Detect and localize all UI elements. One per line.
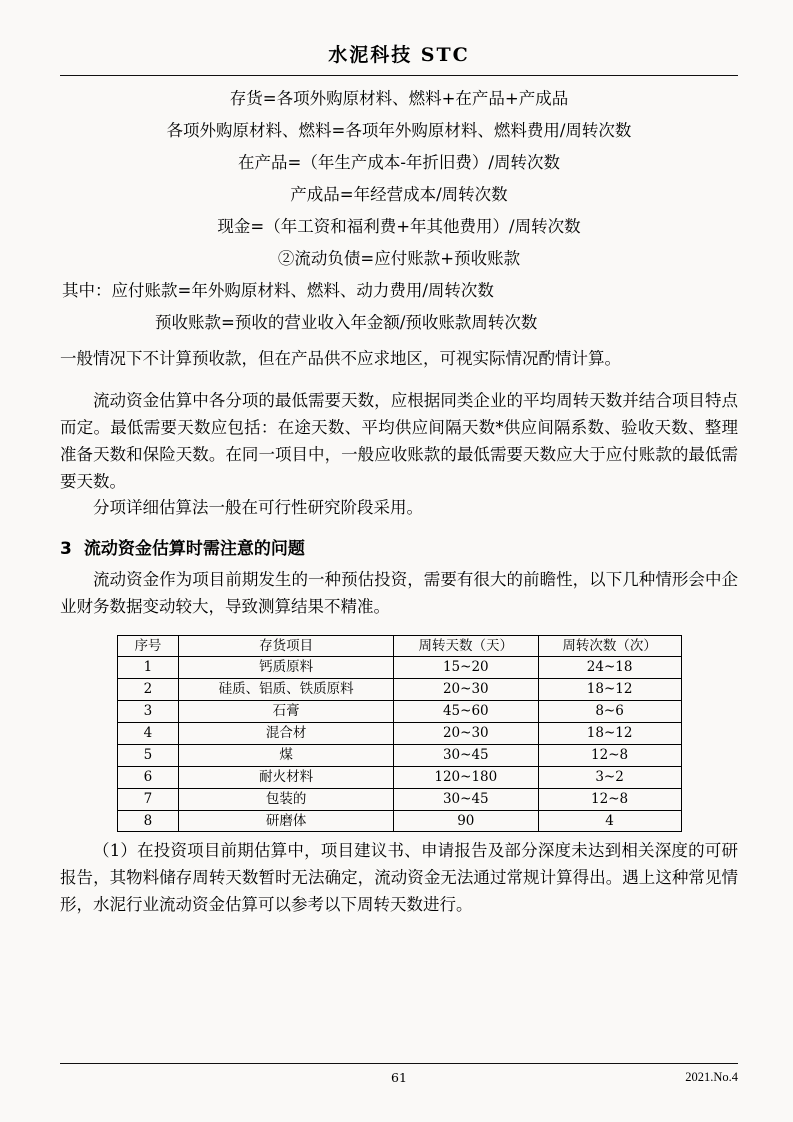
table-row [117,701,681,723]
sub-line-payables: 其中：应付账款=年外购原材料、燃料、动力费用/周转次数 [62,280,494,300]
table-cell: 4 [117,723,179,745]
table-header-row [117,635,681,657]
table-cell: 20~30 [393,679,538,701]
table-cell: 15~20 [393,657,538,679]
table-cell: 煤 [179,744,394,766]
table-cell: 硅质、铝质、铁质原料 [179,679,394,701]
table-header-cell: 序号 [117,635,179,657]
table-cell: 耐火材料 [179,766,394,788]
table-cell: 3 [117,701,179,723]
journal-title: 水泥科技 STC [328,44,470,66]
page-header [60,40,738,71]
table-cell: 18~12 [538,723,681,745]
table-cell: 30~45 [393,744,538,766]
page-footer [60,1063,738,1088]
table-row [117,766,681,788]
paragraph-3: 流动资金作为项目前期发生的一种预估投资，需要有很大的前瞻性，以下几种情形会中企业财务数据变动较大，导致测算结果不精准。 [60,570,738,616]
formula-line: 各项外购原材料、燃料=各项年外购原材料、燃料费用/周转次数 [166,120,632,140]
formula-line: 存货=各项外购原材料、燃料+在产品+产成品 [229,89,569,108]
table-cell: 8~6 [538,701,681,723]
table-cell: 12~8 [538,788,681,810]
table-cell: 1 [117,657,179,679]
table-row [117,657,681,679]
page-number: 61 [391,1070,407,1085]
formula-line: ②流动负债=应付账款+预收账款 [277,248,521,268]
table-row [117,744,681,766]
paragraph-1: 流动资金估算中各分项的最低需要天数，应根据同类企业的平均周转天数并结合项目特点而定。最低需要天数应包括：在途天数、平均供应间隔天数*供应间隔系数、验收天数、整理准备天数和保险天数。在同一项目中，一般应收账款的最低需要天数应大于应付账款的最低需要天数。 [60,391,738,491]
table-cell: 20~30 [393,723,538,745]
table-cell: 研磨体 [179,810,394,832]
table-cell: 24~18 [538,657,681,679]
table-row [117,788,681,810]
footer-divider [60,1063,738,1064]
issue-label: 2021.No.4 [685,1070,738,1084]
table-cell: 90 [393,810,538,832]
table-cell: 18~12 [538,679,681,701]
table-cell: 包装的 [179,788,394,810]
header-divider [60,75,738,76]
section-heading [60,534,738,559]
table-cell: 120~180 [393,766,538,788]
table-cell: 2 [117,679,179,701]
inventory-turnover-table [117,635,682,833]
table-row [117,723,681,745]
spacer [60,372,738,388]
formula-line: 在产品=（年生产成本-年折旧费）/周转次数 [238,152,560,172]
sub-line-advances: 预收账款=预收的营业收入年金额/预收账款周转次数 [155,312,538,332]
footer-row [60,1070,738,1088]
table-cell: 3~2 [538,766,681,788]
table-cell: 12~8 [538,744,681,766]
table-cell: 石膏 [179,701,394,723]
table-cell: 5 [117,744,179,766]
table-cell: 钙质原料 [179,657,394,679]
table-cell: 8 [117,810,179,832]
table-cell: 混合材 [179,723,394,745]
paragraph-4: （1）在投资项目前期估算中，项目建议书、申请报告及部分深度未达到相关深度的可研报告，其物料储存周转天数暂时无法确定，流动资金无法通过常规计算得出。遇上这种常见情形，水泥行业流动资金估算可以参考以下周转天数进行。 [60,841,738,914]
formula-line: 现金=（年工资和福利费+年其他费用）/周转次数 [217,216,581,236]
section-number: 3 [60,539,72,560]
page-content [60,40,738,1082]
table-cell: 4 [538,810,681,832]
table-cell: 45~60 [393,701,538,723]
formula-line: 产成品=年经营成本/周转次数 [290,184,508,204]
table-header-cell: 周转天数（天） [393,635,538,657]
table-cell: 6 [117,766,179,788]
table-row [117,810,681,832]
table-header-cell: 周转次数（次） [538,635,681,657]
table-cell: 30~45 [393,788,538,810]
table-header-cell: 存货项目 [179,635,394,657]
table-row [117,679,681,701]
table-cell: 7 [117,788,179,810]
section-title: 流动资金估算时需注意的问题 [83,539,305,560]
note-line: 一般情况下不计算预收款，但在产品供不应求地区，可视实际情况酌情计算。 [60,348,621,368]
paragraph-2: 分项详细估算法一般在可行性研究阶段采用。 [93,498,423,518]
